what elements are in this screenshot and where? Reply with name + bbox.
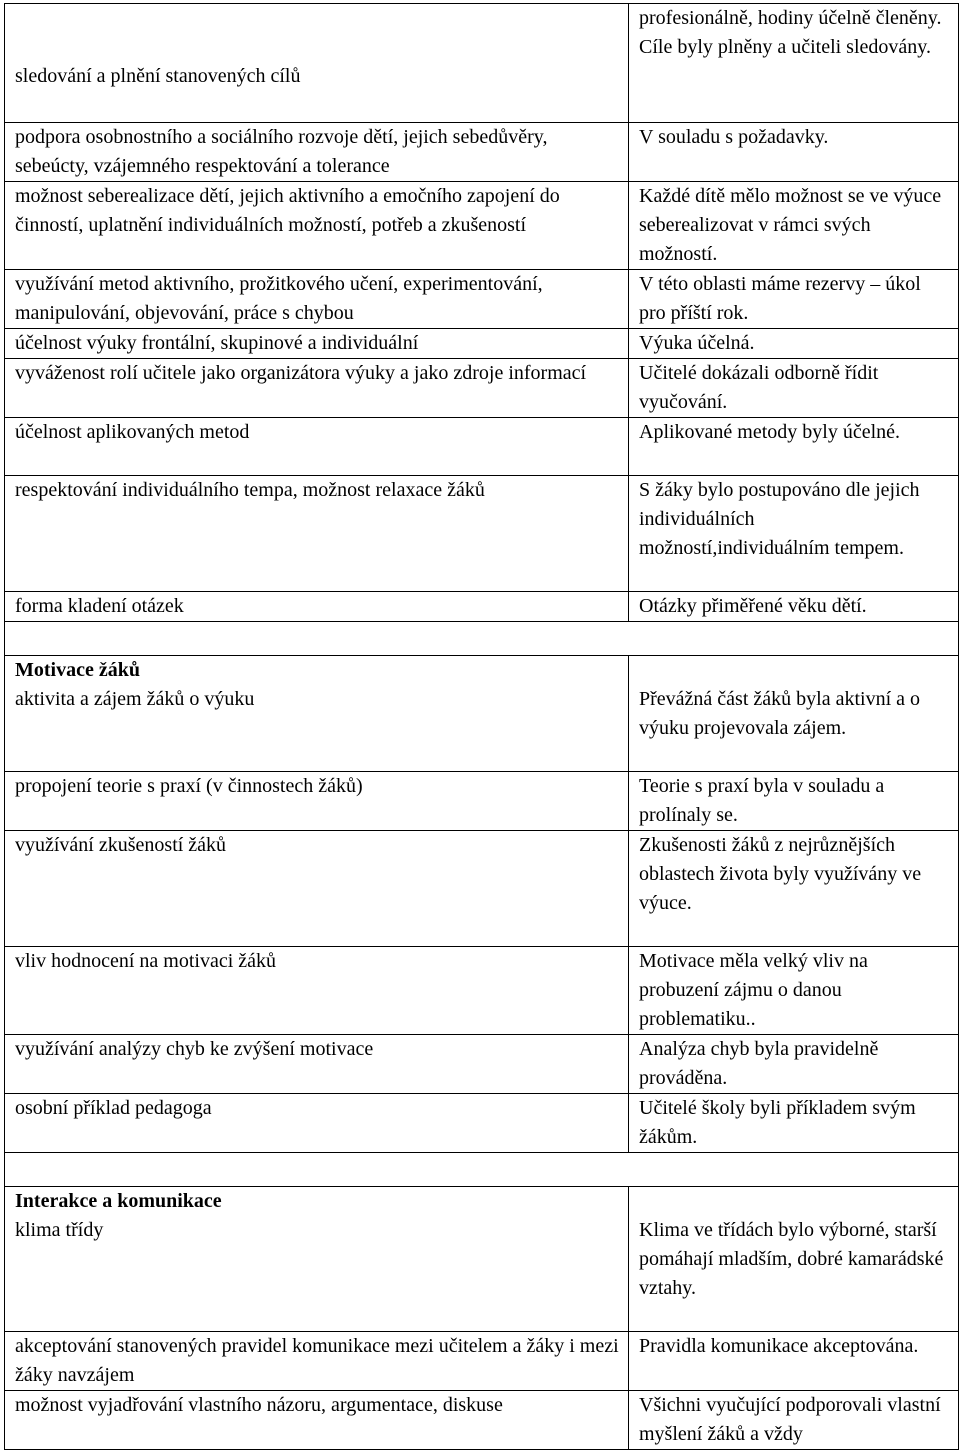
criterion-cell: využívání zkušeností žáků: [5, 831, 629, 947]
table-row: [5, 329, 959, 359]
criterion-cell: [5, 1187, 629, 1332]
evaluation-cell: Motivace měla velký vliv na probuzení zájmu o danou problematiku..: [629, 947, 959, 1035]
table-row: [5, 418, 959, 476]
table-row: [5, 270, 959, 329]
section-heading: Motivace žáků: [15, 659, 140, 681]
evaluation-cell: Analýza chyb byla pravidelně prováděna.: [629, 1035, 959, 1094]
section-heading: Interakce a komunikace: [15, 1190, 222, 1212]
table-row: [5, 123, 959, 182]
table-row: [5, 1094, 959, 1153]
table-row: [5, 1035, 959, 1094]
document-page: [4, 3, 958, 1450]
evaluation-cell: Výuka účelná.: [629, 329, 959, 359]
criterion-cell: využívání analýzy chyb ke zvýšení motivace: [5, 1035, 629, 1094]
evaluation-cell: V této oblasti máme rezervy – úkol pro příští rok.: [629, 270, 959, 329]
table-row: [5, 592, 959, 622]
criterion-cell: osobní příklad pedagoga: [5, 1094, 629, 1153]
evaluation-cell: Učitelé školy byli příkladem svým žákům.: [629, 1094, 959, 1153]
cell-text: [15, 4, 620, 62]
table-row: [5, 831, 959, 947]
criterion-cell: možnost vyjadřování vlastního názoru, argumentace, diskuse: [5, 1391, 629, 1450]
evaluation-cell: Pravidla komunikace akceptována.: [629, 1332, 959, 1391]
evaluation-cell: Otázky přiměřené věku dětí.: [629, 592, 959, 622]
table-gap: [5, 1153, 959, 1187]
table-row: [5, 656, 959, 772]
criterion-cell: propojení teorie s praxí (v činnostech žáků): [5, 772, 629, 831]
cell-text: aktivita a zájem žáků o výuku: [15, 688, 255, 710]
table-row: [5, 182, 959, 270]
table-row: [5, 772, 959, 831]
criterion-cell: vyváženost rolí učitele jako organizátora výuky a jako zdroje informací: [5, 359, 629, 418]
evaluation-cell: [629, 4, 959, 123]
table-row: [5, 947, 959, 1035]
cell-text: Klima ve třídách bylo výborné, starší pomáhají mladším, dobré kamarádské vztahy.: [639, 1219, 944, 1299]
evaluation-cell: S žáky bylo postupováno dle jejich individuálních možností,individuálním tempem.: [629, 476, 959, 592]
cell-text: klima třídy: [15, 1219, 104, 1241]
table-row: [5, 1332, 959, 1391]
table-row: [5, 1391, 959, 1450]
cell-text: sledování a plnění stanovených cílů: [15, 65, 301, 87]
evaluation-cell: V souladu s požadavky.: [629, 123, 959, 182]
criterion-cell: účelnost výuky frontální, skupinové a individuální: [5, 329, 629, 359]
evaluation-cell: Zkušenosti žáků z nejrůznějších oblastech života byly využívány ve výuce.: [629, 831, 959, 947]
table-row: [5, 1187, 959, 1332]
evaluation-cell: Teorie s praxí byla v souladu a prolínaly se.: [629, 772, 959, 831]
evaluation-cell: Všichni vyučující podporovali vlastní myšlení žáků a vždy: [629, 1391, 959, 1450]
cell-text: Cíle byly plněny a učiteli sledovány.: [639, 36, 931, 58]
table-row: [5, 476, 959, 592]
table-row: [5, 359, 959, 418]
criterion-cell: [5, 656, 629, 772]
table-row: [5, 4, 959, 123]
evaluation-cell: Učitelé dokázali odborně řídit vyučování.: [629, 359, 959, 418]
evaluation-cell: [629, 1187, 959, 1332]
table-gap: [5, 622, 959, 656]
criterion-cell: akceptování stanovených pravidel komunikace mezi učitelem a žáky i mezi žáky navzájem: [5, 1332, 629, 1391]
evaluation-table: [4, 3, 959, 1450]
criterion-cell: [5, 4, 629, 123]
criterion-cell: využívání metod aktivního, prožitkového učení, experimentování, manipulování, objevování, práce s chybou: [5, 270, 629, 329]
criterion-cell: respektování individuálního tempa, možnost relaxace žáků: [5, 476, 629, 592]
cell-text: Převážná část žáků byla aktivní a o výuku projevovala zájem.: [639, 688, 920, 739]
cell-text: profesionálně, hodiny účelně členěny.: [639, 7, 942, 29]
criterion-cell: forma kladení otázek: [5, 592, 629, 622]
evaluation-cell: Aplikované metody byly účelné.: [629, 418, 959, 476]
criterion-cell: podpora osobnostního a sociálního rozvoje dětí, jejich sebedůvěry, sebeúcty, vzájemného respektování a tolerance: [5, 123, 629, 182]
criterion-cell: účelnost aplikovaných metod: [5, 418, 629, 476]
criterion-cell: možnost seberealizace dětí, jejich aktivního a emočního zapojení do činností, uplatnění individuálních možností, potřeb a zkušeností: [5, 182, 629, 270]
evaluation-cell: [629, 656, 959, 772]
criterion-cell: vliv hodnocení na motivaci žáků: [5, 947, 629, 1035]
evaluation-cell: Každé dítě mělo možnost se ve výuce seberealizovat v rámci svých možností.: [629, 182, 959, 270]
